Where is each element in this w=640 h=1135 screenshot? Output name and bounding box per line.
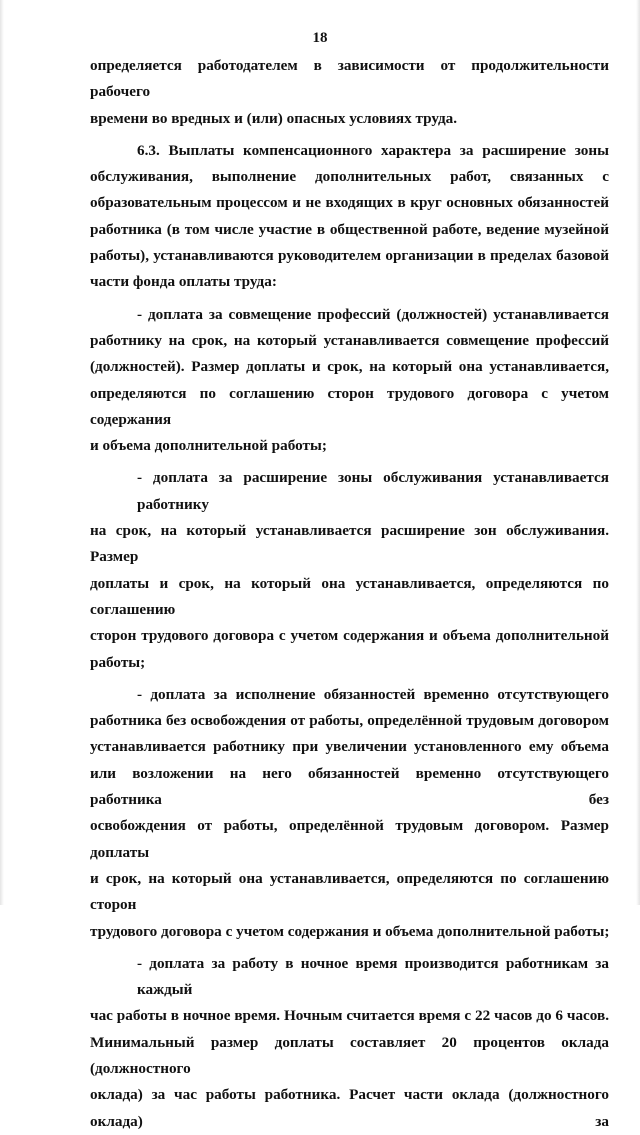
scan-edge-right	[636, 0, 640, 905]
text-line: определяются по соглашению сторон трудового договора с учетом содержания	[90, 384, 609, 428]
text-line: работника (в том числе участие в общественной работе, ведение музейной	[90, 220, 609, 238]
text-line: части фонда оплаты труда:	[90, 273, 277, 291]
text-line: 6.3. Выплаты компенсационного характера за расширение зоны	[137, 141, 609, 159]
page-number: 18	[312, 30, 328, 46]
text-line: (должностей). Размер доплаты и срок, на который она устанавливается,	[90, 358, 609, 376]
text-line: - доплата за расширение зоны обслуживания устанавливается работнику	[137, 469, 609, 513]
text-line: обслуживания, выполнение дополнительных работ, связанных с	[90, 168, 609, 186]
text-line: времени во вредных и (или) опасных условиях труда.	[90, 109, 458, 127]
text-line: работы), устанавливаются руководителем организации в пределах базовой	[90, 247, 609, 265]
text-line: или возложении на него обязанностей временно отсутствующего работника без	[90, 764, 609, 809]
text-line: определяется работодателем в зависимости от продолжительности рабочего	[90, 57, 609, 101]
text-line: Минимальный размер доплаты составляет 20 процентов оклада (должностного	[90, 1033, 609, 1077]
text-line: образовательным процессом и не входящих в круг основных обязанностей	[90, 194, 609, 212]
text-line: работника без освобождения от работы, определённой трудовым договором	[90, 712, 609, 730]
paragraph-continuation	[90, 53, 609, 132]
paragraph-6-3	[90, 138, 609, 296]
paragraph-rasshirenie	[90, 465, 609, 675]
text-line: трудового договора с учетом содержания и объема дополнительной работы;	[90, 922, 610, 940]
paragraph-nochnoe	[90, 951, 609, 1135]
text-line: освобождения от работы, определённой трудовым договором. Размер доплаты	[90, 817, 609, 861]
paragraph-sovmeshchenie	[90, 302, 609, 460]
text-line: сторон трудового договора с учетом содержания и объема дополнительной	[90, 627, 609, 645]
text-line: - доплата за работу в ночное время производится работникам за каждый	[137, 954, 609, 999]
text-line: и объема дополнительной работы;	[90, 437, 327, 455]
text-line: устанавливается работнику при увеличении установленного ему объема	[90, 738, 609, 756]
text-line: и срок, на который она устанавливается, определяются по соглашению сторон	[90, 869, 609, 914]
text-line: - доплата за совмещение профессий (должностей) устанавливается	[137, 305, 609, 323]
text-line: час работы в ночное время. Ночным считается время с 22 часов до 6 часов.	[90, 1007, 609, 1025]
text-line: работнику на срок, на который устанавливается совмещение профессий	[90, 331, 609, 349]
text-line: - доплата за исполнение обязанностей временно отсутствующего	[137, 685, 609, 703]
text-line: оклада) за час работы работника. Расчет части оклада (должностного оклада) за	[90, 1086, 609, 1130]
scan-edge-left	[0, 0, 4, 905]
document-body	[90, 53, 609, 1135]
text-line: работы;	[90, 653, 146, 671]
text-line: на срок, на который устанавливается расширение зон обслуживания. Размер	[90, 522, 609, 566]
paragraph-ispolnenie	[90, 682, 609, 945]
text-line: доплаты и срок, на который она устанавливается, определяются по соглашению	[90, 574, 609, 618]
